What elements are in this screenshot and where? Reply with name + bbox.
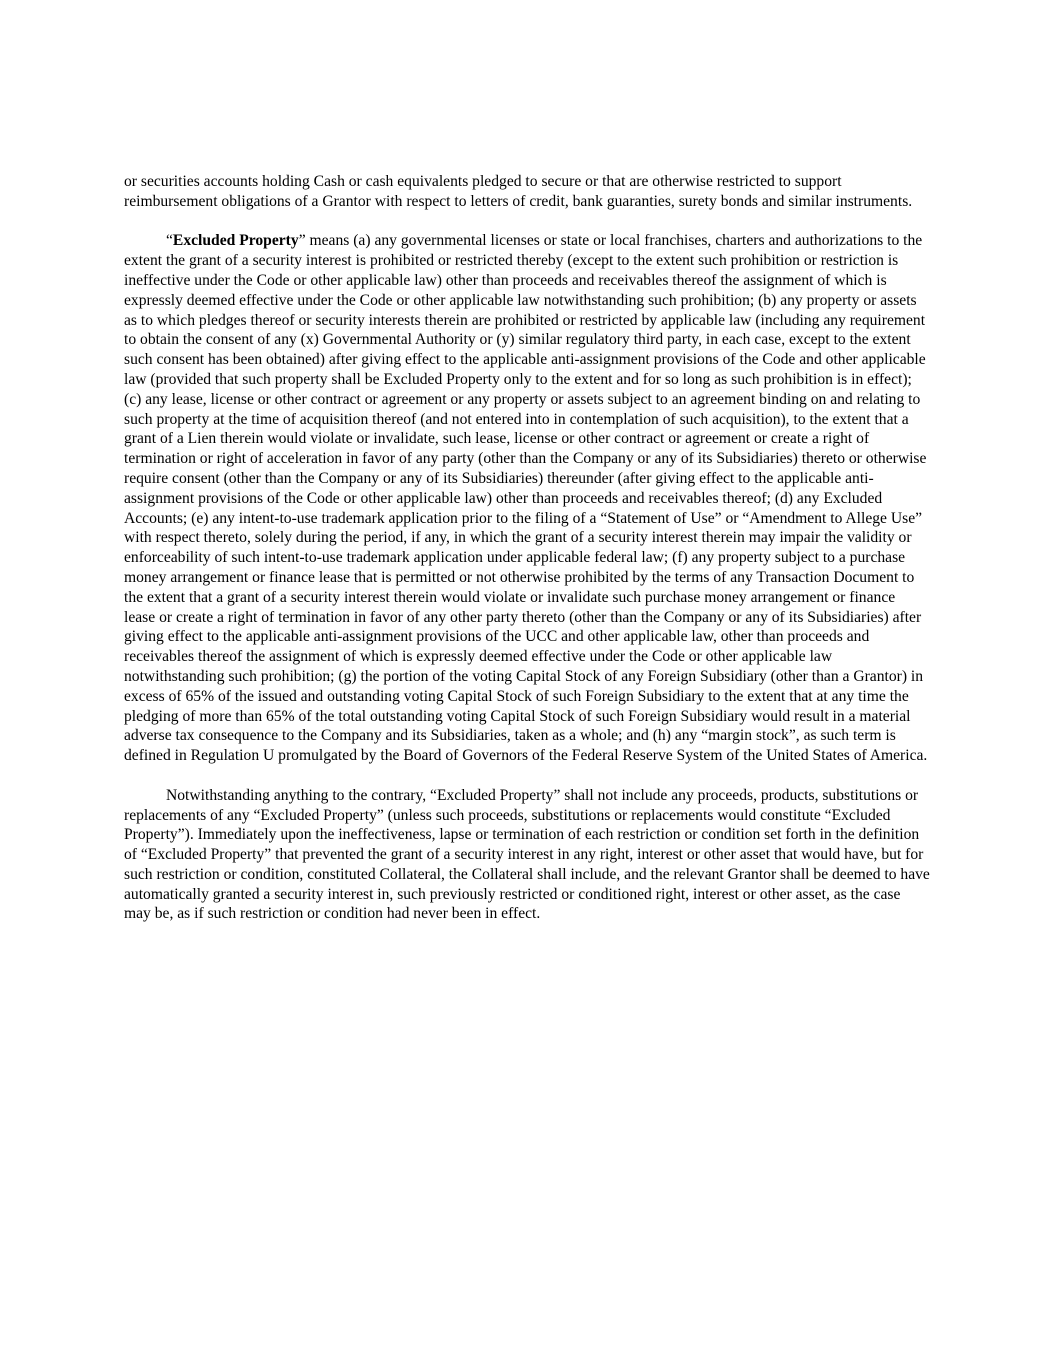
paragraph-continuation: or securities accounts holding Cash or cash equivalents pledged to secure or that are otherwise restricted to support reimbursement obligations of a Grantor with respect to letters of credit, bank guaranties, surety bonds and similar instruments. [124,173,913,210]
document-page [124,172,930,944]
paragraph-excluded-property-definition [124,231,930,766]
open-quote: “ [166,232,173,250]
paragraph-notwithstanding: Notwithstanding anything to the contrary, “Excluded Property” shall not include any proceeds, products, substitutions or replacements of any “Excluded Property” (unless such proceeds, substitutions or replacements would constitute “Excluded Property”). Immediately upon the ineffectiveness, lapse or termination of each restriction or condition set forth in the definition of “Excluded Property” that prevented the grant of a security interest in any right, interest or other asset that would have, but for such restriction or condition, constituted Collateral, the Collateral shall include, and the relevant Grantor shall be deemed to have automatically granted a security interest in, such previously restricted or conditioned right, interest or other asset, as the case may be, as if such restriction or condition had never been in effect. [124,786,930,923]
defined-term: Excluded Property [172,232,299,250]
definition-body: ” means (a) any governmental licenses or state or local franchises, charters and authorizations to the extent the grant of a security interest is prohibited or restricted thereby (except to the extent such prohibition or restriction is ineffective under the Code or other applicable law) other than proceeds and receivables thereof the assignment of which is expressly deemed effective under the Code or other applicable law notwithstanding such prohibition; (b) any property or assets as to which pledges thereof or security interests therein are prohibited or restricted by applicable law (including any requirement to obtain the consent of any (x) Governmental Authority or (y) similar regulatory third party, in each case, except to the extent such consent has been obtained) after giving effect to the applicable anti-assignment provisions of the Code and other applicable law (provided that such property shall be Excluded Property only to the extent and for so long as such prohibition is in effect); (c) any lease, license or other contract or agreement or any property or assets subject to an agreement binding on and relating to such property at the time of acquisition thereof (and not entered into in contemplation of such acquisition), to the extent that a grant of a Lien therein would violate or invalidate, such lease, license or other contract or agreement or create a right of termination or right of acceleration in favor of any party (other than the Company or any of its Subsidiaries) thereto or otherwise require consent (other than the Company or any of its Subsidiaries) thereunder (after giving effect to the applicable anti-assignment provisions of the Code or other applicable law) other than proceeds and receivables thereof; (d) any Excluded Accounts; (e) any intent-to-use trademark application prior to the filing of a “Statement of Use” or “Amendment to Allege Use” with respect thereto, solely during the period, if any, in which the grant of a security interest therein may impair the validity or enforceability of such intent-to-use trademark application under applicable federal law; (f) any property subject to a purchase money arrangement or finance lease that is permitted or not otherwise prohibited by the terms of any Transaction Document to the extent that a grant of a security interest therein would violate or invalidate such purchase money arrangement or finance lease or create a right of termination in favor of any other party thereto (other than the Company or any of its Subsidiaries) after giving effect to the applicable anti-assignment provisions of the UCC and other applicable law, other than proceeds and receivables thereof the assignment of which is expressly deemed effective under the Code or other applicable law notwithstanding such prohibition; (g) the portion of the voting Capital Stock of any Foreign Subsidiary (other than a Grantor) in excess of 65% of the issued and outstanding voting Capital Stock of such Foreign Subsidiary to the extent that at any time the pledging of more than 65% of the total outstanding voting Capital Stock of such Foreign Subsidiary would result in a material adverse tax consequence to the Company and its Subsidiaries, taken as a whole; and (h) any “margin stock”, as such term is defined in Regulation U promulgated by the Board of Governors of the Federal Reserve System of the United States of America. [124,232,928,765]
